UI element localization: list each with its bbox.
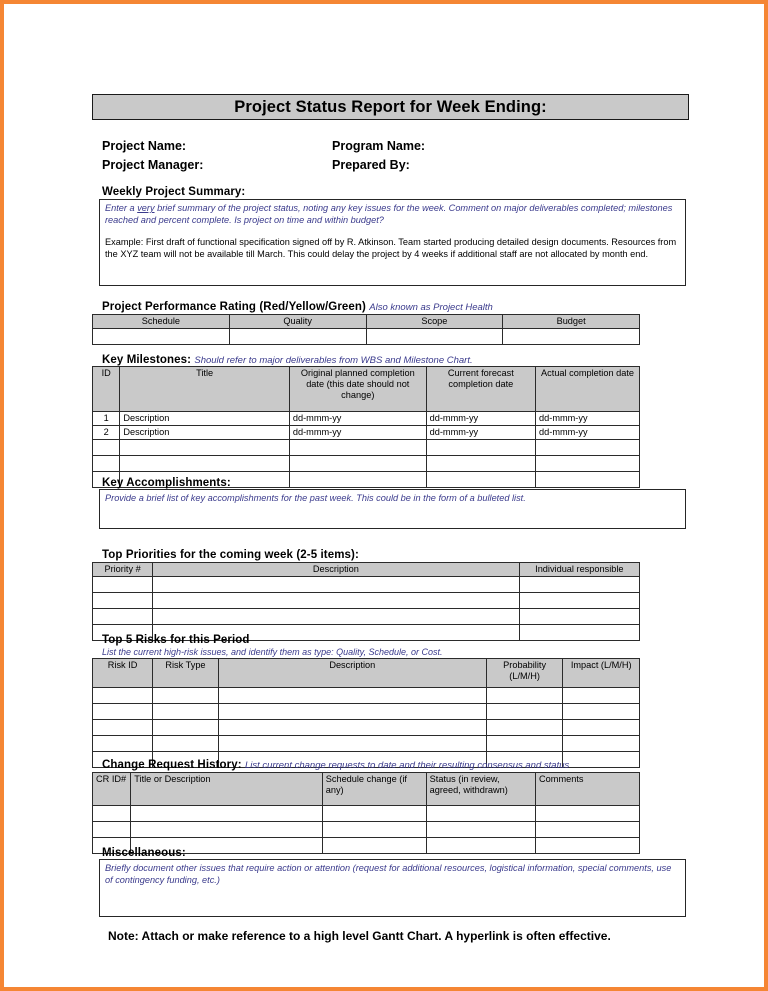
- cell-forecast-date[interactable]: [426, 456, 535, 472]
- cell-scope[interactable]: [366, 329, 503, 345]
- weekly-summary-hint-prefix: Enter a: [105, 203, 138, 213]
- miscellaneous-heading: Miscellaneous:: [102, 847, 186, 859]
- cell-quality[interactable]: [229, 329, 366, 345]
- cell-forecast-date[interactable]: dd-mmm-yy: [426, 412, 535, 426]
- key-accomplishments-hint: Provide a brief list of key accomplishments for the past week. This could be in the form of a bulleted list.: [105, 493, 526, 503]
- table-row[interactable]: [93, 609, 640, 625]
- cell-cr-id[interactable]: [93, 822, 131, 838]
- cell-schedule[interactable]: [93, 329, 230, 345]
- key-accomplishments-box[interactable]: [99, 489, 686, 529]
- cell-description[interactable]: [153, 593, 520, 609]
- table-row[interactable]: [93, 720, 640, 736]
- cell-title[interactable]: Description: [120, 412, 290, 426]
- change-requests-heading: [102, 759, 569, 771]
- cell-title[interactable]: [120, 456, 290, 472]
- col-impact: Impact (L/M/H): [563, 659, 640, 688]
- col-schedule-change: Schedule change (if any): [322, 773, 426, 806]
- table-header-row: [93, 773, 640, 806]
- cell-forecast-date[interactable]: dd-mmm-yy: [426, 426, 535, 440]
- col-description: Description: [153, 563, 520, 577]
- cell-original-date[interactable]: dd-mmm-yy: [289, 412, 426, 426]
- table-row[interactable]: [93, 736, 640, 752]
- table-row[interactable]: [93, 593, 640, 609]
- cell-probability[interactable]: [486, 736, 563, 752]
- key-milestones-table: [92, 366, 640, 488]
- cell-probability[interactable]: [486, 704, 563, 720]
- cell-schedule-change[interactable]: [322, 822, 426, 838]
- weekly-summary-hint-emphasis: very: [137, 203, 155, 213]
- cell-forecast-date[interactable]: [426, 472, 535, 488]
- weekly-summary-example: Example: First draft of functional specification signed off by R. Atkinson. Team started producing detailed design documents. Resources from the XYZ team will not be available till March. This could delay the project by 4 weeks if additional staff are not allocated by month end.: [105, 237, 677, 259]
- top-risks-hint: List the current high-risk issues, and identify them as type: Quality, Schedule, or Cost.: [102, 647, 443, 657]
- cell-forecast-date[interactable]: [426, 440, 535, 456]
- cell-status[interactable]: [426, 806, 535, 822]
- col-schedule: Schedule: [93, 315, 230, 329]
- performance-rating-heading-text: Project Performance Rating (Red/Yellow/Green): [102, 301, 366, 313]
- cell-actual-date[interactable]: [536, 440, 640, 456]
- change-requests-hint: List current change requests to date and their resulting consensus and status: [244, 760, 570, 771]
- page-title: Project Status Report for Week Ending:: [234, 97, 547, 116]
- col-title: Title: [120, 367, 290, 412]
- weekly-summary-spacer: [105, 226, 680, 237]
- cell-priority-number[interactable]: [93, 593, 153, 609]
- cell-actual-date[interactable]: [536, 456, 640, 472]
- weekly-summary-heading: Weekly Project Summary:: [102, 186, 246, 198]
- cell-description[interactable]: [218, 736, 486, 752]
- col-risk-id: Risk ID: [93, 659, 153, 688]
- cell-risk-type[interactable]: [153, 688, 219, 704]
- table-row[interactable]: [93, 806, 640, 822]
- col-cr-id: CR ID#: [93, 773, 131, 806]
- table-row[interactable]: [93, 426, 640, 440]
- cell-risk-id[interactable]: [93, 720, 153, 736]
- cell-risk-type[interactable]: [153, 736, 219, 752]
- cell-description[interactable]: [218, 704, 486, 720]
- cell-risk-id[interactable]: [93, 704, 153, 720]
- top-priorities-table: [92, 562, 640, 641]
- cell-impact[interactable]: [563, 752, 640, 768]
- cell-id[interactable]: 1: [93, 412, 120, 426]
- col-comments: Comments: [536, 773, 640, 806]
- col-budget: Budget: [503, 315, 640, 329]
- cell-schedule-change[interactable]: [322, 838, 426, 854]
- cell-individual[interactable]: [519, 609, 639, 625]
- table-row[interactable]: [93, 456, 640, 472]
- cell-description[interactable]: [218, 720, 486, 736]
- cell-id[interactable]: [93, 440, 120, 456]
- cell-title[interactable]: [131, 822, 322, 838]
- cell-probability[interactable]: [486, 688, 563, 704]
- cell-priority-number[interactable]: [93, 609, 153, 625]
- top-priorities-heading: Top Priorities for the coming week (2-5 items):: [102, 549, 359, 561]
- footer-note: Note: Attach or make reference to a high level Gantt Chart. A hyperlink is often effective.: [108, 929, 611, 943]
- col-scope: Scope: [366, 315, 503, 329]
- performance-rating-heading: [102, 301, 493, 313]
- table-row[interactable]: [93, 412, 640, 426]
- identity-row-2: [102, 156, 682, 175]
- weekly-summary-box[interactable]: [99, 199, 686, 286]
- top-risks-heading: Top 5 Risks for this Period: [102, 634, 250, 646]
- report-sheet: [88, 4, 688, 991]
- cell-id[interactable]: [93, 456, 120, 472]
- performance-rating-table: [92, 314, 640, 345]
- col-quality: Quality: [229, 315, 366, 329]
- project-manager-label: Project Manager:: [102, 158, 204, 172]
- col-individual-responsible: Individual responsible: [519, 563, 639, 577]
- cell-description[interactable]: [153, 609, 520, 625]
- col-priority-number: Priority #: [93, 563, 153, 577]
- cell-priority-number[interactable]: [93, 577, 153, 593]
- cell-original-date[interactable]: [289, 440, 426, 456]
- cell-title[interactable]: [131, 806, 322, 822]
- cell-impact[interactable]: [563, 736, 640, 752]
- key-accomplishments-heading: Key Accomplishments:: [102, 477, 231, 489]
- table-row[interactable]: [93, 704, 640, 720]
- cell-budget[interactable]: [503, 329, 640, 345]
- cell-original-date[interactable]: [289, 456, 426, 472]
- cell-risk-type[interactable]: [153, 704, 219, 720]
- change-requests-heading-text: Change Request History:: [102, 759, 242, 771]
- col-original-planned-date: Original planned completion date (this date should not change): [289, 367, 426, 412]
- cell-individual[interactable]: [519, 577, 639, 593]
- cell-description[interactable]: [153, 577, 520, 593]
- cell-description[interactable]: [218, 688, 486, 704]
- performance-rating-hint: Also known as Project Health: [369, 302, 493, 313]
- cell-risk-id[interactable]: [93, 688, 153, 704]
- cell-individual[interactable]: [519, 593, 639, 609]
- top-risks-table: [92, 658, 640, 768]
- cell-id[interactable]: 2: [93, 426, 120, 440]
- key-milestones-hint: Should refer to major deliverables from WBS and Milestone Chart.: [194, 355, 473, 366]
- cell-comments[interactable]: [536, 838, 640, 854]
- col-risk-type: Risk Type: [153, 659, 219, 688]
- cell-original-date[interactable]: dd-mmm-yy: [289, 426, 426, 440]
- col-title-or-description: Title or Description: [131, 773, 322, 806]
- cell-impact[interactable]: [563, 720, 640, 736]
- cell-actual-date[interactable]: dd-mmm-yy: [536, 412, 640, 426]
- cell-cr-id[interactable]: [93, 806, 131, 822]
- col-probability: Probability (L/M/H): [486, 659, 563, 688]
- table-header-row: [93, 659, 640, 688]
- cell-impact[interactable]: [563, 688, 640, 704]
- cell-impact[interactable]: [563, 704, 640, 720]
- table-row[interactable]: [93, 688, 640, 704]
- prepared-by-label: Prepared By:: [332, 158, 410, 172]
- weekly-summary-hint: [105, 203, 680, 226]
- cell-individual[interactable]: [519, 625, 639, 641]
- cell-schedule-change[interactable]: [322, 806, 426, 822]
- col-current-forecast-date: Current forecast completion date: [426, 367, 535, 412]
- identity-row-1: [102, 137, 682, 156]
- table-header-row: [93, 315, 640, 329]
- key-milestones-heading: [102, 354, 473, 366]
- key-milestones-heading-text: Key Milestones:: [102, 354, 192, 366]
- table-header-row: [93, 367, 640, 412]
- cell-actual-date[interactable]: dd-mmm-yy: [536, 426, 640, 440]
- cell-actual-date[interactable]: [536, 472, 640, 488]
- change-requests-table: [92, 772, 640, 854]
- project-name-label: Project Name:: [102, 139, 187, 153]
- table-row[interactable]: [93, 329, 640, 345]
- table-row[interactable]: [93, 822, 640, 838]
- col-description: Description: [218, 659, 486, 688]
- report-title-banner: [92, 94, 689, 120]
- cell-comments[interactable]: [536, 806, 640, 822]
- table-header-row: [93, 563, 640, 577]
- identity-block: [102, 137, 682, 175]
- miscellaneous-hint: Briefly document other issues that require action or attention (request for additional resources, logistical information, special comments, use of contingency funding, etc.): [105, 863, 672, 885]
- col-status: Status (in review, agreed, withdrawn): [426, 773, 535, 806]
- col-actual-completion-date: Actual completion date: [536, 367, 640, 412]
- col-id: ID: [93, 367, 120, 412]
- cell-title[interactable]: Description: [120, 426, 290, 440]
- cell-probability[interactable]: [486, 720, 563, 736]
- miscellaneous-box[interactable]: [99, 859, 686, 917]
- cell-status[interactable]: [426, 838, 535, 854]
- weekly-summary-hint-rest: brief summary of the project status, noting any key issues for the week. Comment on major deliverables completed; milestones reached and percent complete. Is project on time and within budget?: [105, 203, 673, 225]
- cell-original-date[interactable]: [289, 472, 426, 488]
- table-row[interactable]: [93, 577, 640, 593]
- table-row[interactable]: [93, 440, 640, 456]
- cell-risk-type[interactable]: [153, 720, 219, 736]
- program-name-label: Program Name:: [332, 139, 426, 153]
- cell-comments[interactable]: [536, 822, 640, 838]
- cell-title[interactable]: [120, 440, 290, 456]
- cell-risk-id[interactable]: [93, 736, 153, 752]
- cell-status[interactable]: [426, 822, 535, 838]
